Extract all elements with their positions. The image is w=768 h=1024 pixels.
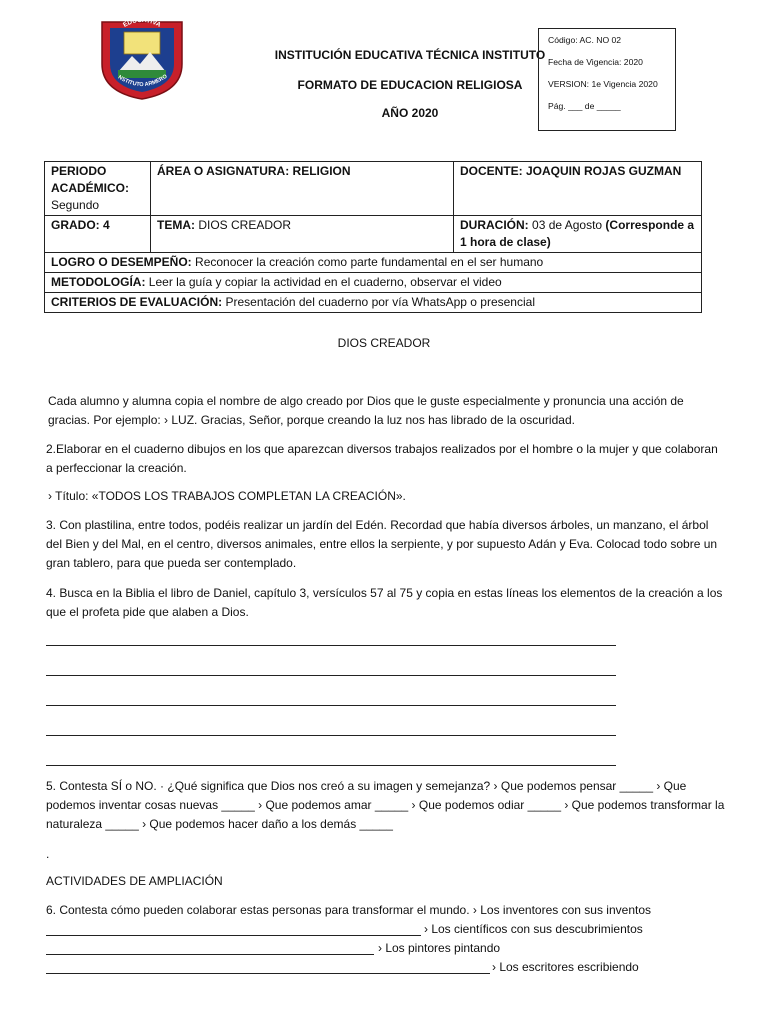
section-title: DIOS CREADOR: [337, 336, 431, 350]
validity-date: Fecha de Vigencia: 2020: [548, 57, 643, 67]
activity-6-intro: 6. Contesta cómo pueden colaborar estas personas para transformar el mundo. › Los inventores con sus inventos: [46, 903, 651, 917]
info-table: [44, 161, 702, 313]
answer-line[interactable]: [46, 935, 421, 936]
svg-text:EDUCATIVA: EDUCATIVA: [122, 16, 162, 29]
metodologia-value: Leer la guía y copiar la actividad en el cuaderno, observar el video: [148, 275, 502, 289]
tema-value: DIOS CREADOR: [198, 218, 292, 232]
activity-2-title: › Título: «TODOS LOS TRABAJOS COMPLETAN LA CREACIÓN».: [48, 489, 406, 503]
activity-6-scientists: › Los científicos con sus descubrimientos: [424, 922, 643, 936]
activity-6-painters: › Los pintores pintando: [378, 941, 501, 955]
document-code-box: [538, 28, 676, 131]
header-institution: INSTITUCIÓN EDUCATIVA TÉCNICA INSTITUTO: [274, 48, 546, 62]
answer-line[interactable]: [46, 973, 490, 974]
logro-row: [45, 253, 702, 273]
activity-3: 3. Con plastilina, entre todos, podéis realizar un jardín del Edén. Recordad que había diversos árboles, un manzano, el árbol del Bien y del Mal, en el centro, diversos animales, entre ellos la serpiente, y por supuesto Adán y Eva. Colocad todo sobre un gran tablero, para que pueda ser contemplado.: [46, 518, 718, 570]
answer-line[interactable]: [46, 765, 616, 766]
activity-2: 2.Elaborar en el cuaderno dibujos en los que aparezcan diversos trabajos realizados por el hombre o la mujer y que colaboran a perfeccionar la creación.: [46, 442, 718, 475]
periodo-label: PERIODO ACADÉMICO:: [51, 164, 129, 195]
svg-text:INSTITUTO ARMERO: NSTITUTO ARMERO: [116, 73, 169, 89]
grado-cell: GRADO: 4: [45, 216, 151, 253]
institution-logo: [96, 14, 188, 100]
metodologia-row: [45, 273, 702, 293]
area-cell: ÁREA O ASIGNATURA: RELIGION: [151, 162, 454, 216]
answer-line[interactable]: [46, 735, 616, 736]
duracion-note: (Corresponde a 1 hora de clase): [460, 218, 695, 249]
duracion-value: 03 de Agosto: [532, 218, 603, 232]
code-text: Código: AC. NO 02: [548, 35, 622, 45]
page-number: Pág. ___ de _____: [548, 101, 621, 111]
criterios-row: [45, 293, 702, 313]
tema-label: TEMA:: [157, 218, 195, 232]
docente-cell: DOCENTE: JOAQUIN ROJAS GUZMAN: [454, 162, 702, 216]
header-year: AÑO 2020: [381, 106, 439, 120]
metodologia-label: METODOLOGÍA:: [51, 275, 146, 289]
periodo-cell: [45, 162, 151, 216]
header-format: FORMATO DE EDUCACION RELIGIOSA: [297, 78, 523, 92]
duracion-label: DURACIÓN:: [460, 218, 529, 232]
criterios-label: CRITERIOS DE EVALUACIÓN:: [51, 295, 223, 309]
activity-4: 4. Busca en la Biblia el libro de Daniel, capítulo 3, versículos 57 al 75 y copia en estas líneas los elementos de la creación a los que el profeta pide que alaben a Dios.: [46, 586, 723, 619]
tema-cell: [151, 216, 454, 253]
duracion-cell: [454, 216, 702, 253]
answer-line[interactable]: [46, 645, 616, 646]
activity-6-writers: › Los escritores escribiendo: [492, 960, 639, 974]
activity-5: 5. Contesta SÍ o NO. · ¿Qué significa que Dios nos creó a su imagen y semejanza? › Que podemos pensar _____ › Que podemos inventar cosas nuevas _____ › Que podemos amar _____ › Que podemos odiar _____ › Que podemos transformar la naturaleza _____ › Que podemos hacer daño a los demás _____: [46, 779, 725, 831]
logro-label: LOGRO O DESEMPEÑO:: [51, 255, 192, 269]
logro-value: Reconocer la creación como parte fundamental en el ser humano: [195, 255, 544, 269]
criterios-value: Presentación del cuaderno por vía WhatsApp o presencial: [225, 295, 535, 309]
periodo-value: Segundo: [51, 198, 100, 212]
answer-line[interactable]: [46, 954, 374, 955]
answer-line[interactable]: [46, 675, 616, 676]
activity-1: Cada alumno y alumna copia el nombre de algo creado por Dios que le guste especialmente y pronuncia una acción de gracias. Por ejemplo: › LUZ. Gracias, Señor, porque creando la luz nos has librado de la oscuridad.: [48, 394, 684, 427]
version-text: VERSION: 1e Vigencia 2020: [548, 79, 658, 89]
separator-dot: .: [46, 847, 50, 861]
answer-line[interactable]: [46, 705, 616, 706]
extension-heading: ACTIVIDADES DE AMPLIACIÓN: [46, 874, 223, 888]
